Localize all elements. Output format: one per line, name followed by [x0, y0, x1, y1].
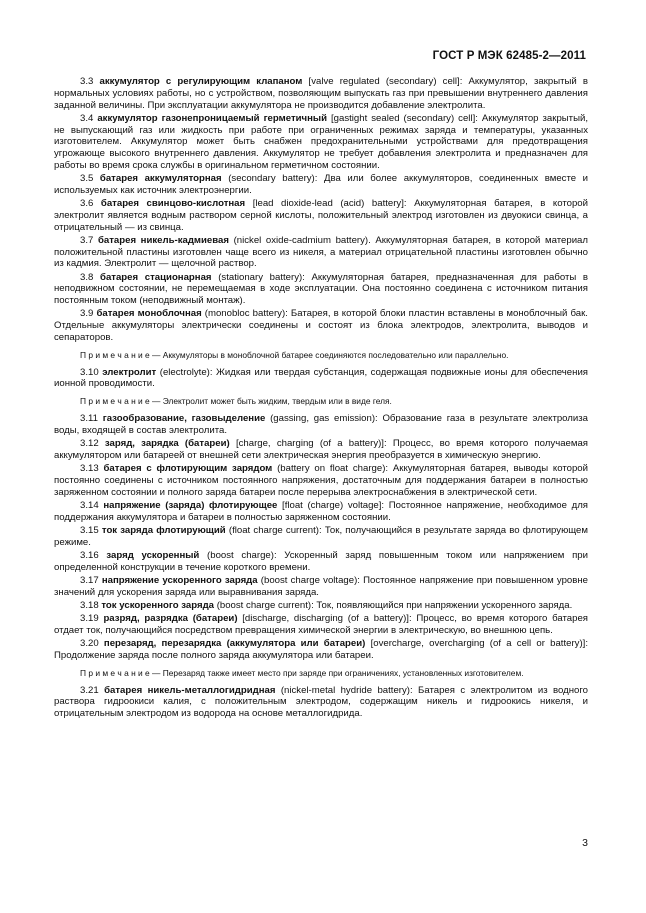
note-label: П р и м е ч а н и е —: [80, 349, 161, 360]
definition-entry: [54, 600, 588, 612]
entry-definition: [lead dioxide-lead (acid) battery]: Аккумуляторная батарея, в которой электролит является водным раствором серной кислоты, положительный электрод изготовлен из двуокиси свинца, а отрицательный — из свинца.: [54, 198, 588, 233]
entry-term: батарея стационарная: [100, 271, 212, 283]
entry-term: аккумулятор с регулирующим клапаном: [99, 76, 303, 87]
note-label: П р и м е ч а н и е —: [80, 667, 161, 678]
page-number: 3: [582, 837, 588, 849]
entry-definition: (gassing, gas emission): Образование газа в результате электролиза воды, входящей в состав электролита.: [54, 413, 588, 436]
note-text: Перезаряд также имеет место при заряде при ограничениях, установленных изготовителем.: [162, 667, 524, 678]
note-label: П р и м е ч а н и е —: [80, 396, 161, 406]
entry-number: 3.15: [80, 524, 99, 536]
entry-definition: (battery on float charge): Аккумуляторная батарея, выводы которой постоянно соединены с источником постоянного напряжения, достаточным для поддержания батареи в полностью заряженном состоянии и полного заряда батареи после перерыва электроснабжения в электрической сети.: [54, 463, 588, 498]
entry-term: заряд ускоренный: [106, 549, 200, 561]
entry-number: 3.9: [80, 308, 94, 320]
definition-entry: [54, 367, 588, 391]
definition-entry: [54, 413, 588, 437]
entry-definition: (nickel-metal hydride battery): Батарея с электролитом из водного раствора гидроокиси калия, с положительным электродом, содержащим никель и гидроокись никеля, и отрицательным электродом из водорода на основе металлогидрида.: [54, 684, 589, 719]
entry-number: 3.8: [80, 271, 94, 283]
entry-definition: (float charge current): Ток, получающийся в результате заряда во флотирующем режиме.: [54, 524, 588, 548]
entry-term: батарея моноблочная: [96, 308, 202, 320]
document-header: ГОСТ Р МЭК 62485-2—2011: [432, 50, 586, 62]
definition-entry: [54, 500, 588, 524]
entry-term: аккумулятор газонепроницаемый герметичный: [97, 112, 327, 124]
entry-term: заряд, зарядка (батареи): [104, 438, 230, 449]
definition-entry: [54, 550, 588, 574]
entry-number: 3.21: [80, 684, 99, 696]
entry-definition: [valve regulated (secondary) cell]: Аккумулятор, закрытый в нормальных условиях работы, но с устройством, позволяющим выпускать газ при превышении внутреннего давления заданной величины. При эксплуатации аккумулятора не производится добавление электролита.: [54, 76, 588, 111]
entry-definition: (boost charge): Ускоренный заряд повышенным током или напряжением при определенной конструкции в течение короткого времени.: [54, 549, 588, 573]
entry-number: 3.10: [80, 366, 99, 378]
entry-definition: [float (charge) voltage]: Постоянное напряжение, необходимое для поддержания аккумулятора и батареи в полностью заряженном состоянии.: [54, 499, 588, 523]
entry-term: перезаряд, перезарядка (аккумулятора или батареи): [103, 638, 366, 649]
entry-definition: (stationary battery): Аккумуляторная батарея, предназначенная для работы в неподвижном состоянии, не перемещаемая в ходе эксплуатации. Она постоянно соединена с источником питания постоянным током (неподвижный монтаж).: [54, 271, 589, 306]
entry-term: напряжение (заряда) флотирующее: [103, 499, 278, 511]
note: [54, 350, 588, 361]
entry-number: 3.11: [80, 413, 98, 424]
entry-number: 3.17: [80, 574, 99, 586]
definition-entry: [54, 438, 588, 462]
definition-entry: [54, 685, 588, 720]
entry-term: напряжение ускоренного заряда: [101, 574, 258, 586]
entry-term: ток ускоренного заряда: [101, 599, 215, 611]
definition-entry: [54, 575, 588, 599]
definition-entry: [54, 198, 588, 233]
entry-number: 3.20: [80, 638, 99, 649]
entry-number: 3.13: [80, 463, 99, 474]
entry-number: 3.5: [80, 173, 94, 184]
definition-entry: [54, 113, 588, 172]
definition-entry: [54, 235, 588, 270]
definition-entry: [54, 76, 588, 111]
entry-definition: (monobloc battery): Батарея, в которой блоки пластин вставлены в моноблочный бак. Отдельные аккумуляторы электрически соединены и состоят из блока электродов, электролита, выводов и сепараторов.: [54, 308, 588, 343]
note-text: Аккумуляторы в моноблочной батарее соединяются последовательно или параллельно.: [162, 349, 509, 360]
entry-number: 3.12: [80, 438, 99, 449]
entry-definition: [discharge, discharging (of a battery)]: Процесс, во время которого батарея отдает ток, получающийся посредством превращения химической энергии в электрическую, во внешнюю цепь.: [54, 613, 588, 636]
entry-number: 3.14: [80, 499, 99, 511]
entry-number: 3.16: [80, 549, 99, 561]
definition-entry: [54, 463, 588, 498]
note-text: Электролит может быть жидким, твердым или в виде геля.: [162, 396, 392, 406]
document-body: [54, 76, 588, 721]
definition-entry: [54, 272, 588, 307]
entry-term: батарея с флотирующим зарядом: [103, 463, 273, 474]
entry-definition: [gastight sealed (secondary) cell]: Аккумулятор закрытый, не выпускающий газ или жидкость при работе при ограниченных режимах заряда и температуры, указанных изготовителем. Аккумулятор может быть снабжен предохранительными устройствами для предотвращения угрожающе высокого внутреннего давления. Аккумулятор не требует добавления электролита и предназначен для работы во время срока службы в оригинальном герметичном состоянии.: [54, 112, 588, 171]
entry-number: 3.18: [80, 599, 99, 611]
entry-number: 3.19: [80, 613, 99, 624]
entry-definition: [charge, charging (of a battery)]: Процесс, во время которого получаемая аккумулятором или батареей от внешней сети электрическая энергия преобразуется в химическую энергию.: [54, 438, 588, 461]
entry-number: 3.6: [80, 198, 94, 209]
entry-term: батарея аккумуляторная: [99, 173, 222, 184]
definition-entry: [54, 638, 588, 662]
entry-term: электролит: [102, 366, 157, 378]
entry-definition: (electrolyte): Жидкая или твердая субстанция, содержащая подвижные ионы для обеспечения ионной проводимости.: [54, 366, 588, 390]
entry-term: разряд, разрядка (батареи): [103, 613, 238, 624]
entry-number: 3.3: [80, 76, 94, 87]
note: [54, 668, 588, 679]
entry-term: батарея свинцово-кислотная: [100, 198, 246, 209]
entry-definition: (boost charge voltage): Постоянное напряжение при повышенном уровне значений для ускорения заряда или выравнивания заряда.: [54, 574, 589, 598]
definition-entry: [54, 525, 588, 549]
definition-entry: [54, 308, 588, 343]
entry-definition: [overcharge, overcharging (of a cell or battery)]: Продолжение заряда после полного заряда аккумулятора или батареи.: [54, 638, 588, 661]
definition-entry: [54, 613, 588, 637]
entry-term: ток заряда флотирующий: [101, 524, 226, 536]
entry-definition: (secondary battery): Два или более аккумуляторов, соединенных вместе и используемых как источник электроэнергии.: [54, 173, 589, 196]
definition-entry: [54, 173, 588, 197]
entry-term: газообразование, газовыделение: [102, 413, 266, 424]
note: [54, 396, 588, 407]
entry-term: батарея никель-металлогидридная: [104, 684, 276, 696]
entry-definition: (boost charge current): Ток, появляющийся при напряжении ускоренного заряда.: [216, 599, 573, 611]
entry-definition: (nickel oxide-cadmium battery). Аккумуляторная батарея, в которой материал положительной пластины изготовлен чаще всего из никеля, а материал отрицательной пластины изготовлен обычно из кадмия. Электролит — щелочной раствор.: [54, 234, 588, 270]
entry-term: батарея никель-кадмиевая: [97, 234, 229, 246]
entry-number: 3.7: [80, 234, 94, 246]
entry-number: 3.4: [80, 112, 94, 124]
